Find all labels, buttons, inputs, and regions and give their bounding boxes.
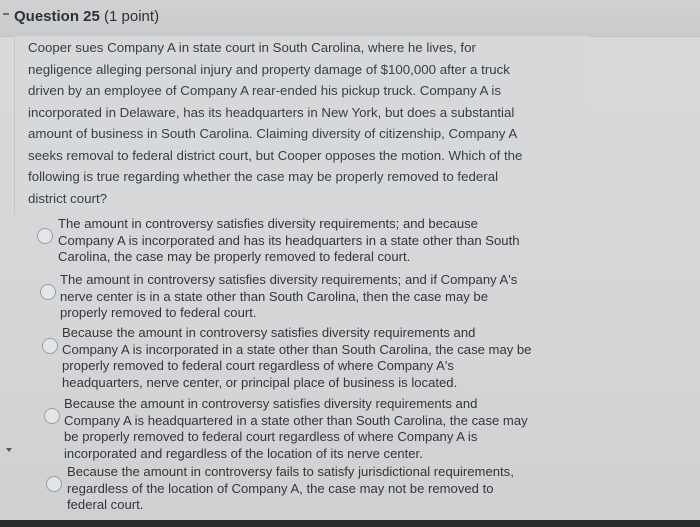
question-title bbox=[14, 8, 159, 25]
option-line: Company A is headquartered in a state other than South Carolina, the case may bbox=[64, 412, 528, 428]
radio-button-d[interactable] bbox=[44, 408, 60, 424]
radio-button-a[interactable] bbox=[37, 228, 53, 244]
stem-line: negligence alleging personal injury and property damage of $100,000 after a truck bbox=[28, 61, 510, 77]
radio-button-b[interactable] bbox=[40, 284, 56, 300]
option-line: Carolina, the case may be properly removed to federal court. bbox=[58, 249, 411, 265]
question-points: (1 point) bbox=[104, 8, 160, 25]
stem-line: driven by an employee of Company A rear-ended his pickup truck. Company A is bbox=[28, 83, 502, 98]
screen-bottom-edge bbox=[0, 520, 700, 527]
option-line: The amount in controversy satisfies diversity requirements; and if Company A's bbox=[60, 272, 518, 287]
collapse-dash-icon[interactable] bbox=[3, 13, 9, 15]
option-line: Company A is incorporated in a state other than South Carolina, the case may be bbox=[62, 341, 532, 357]
option-line: properly removed to federal court. bbox=[60, 305, 257, 321]
stem-line: incorporated in Delaware, has its headquarters in New York, but does a substantial bbox=[28, 104, 515, 120]
option-b-text bbox=[60, 272, 517, 322]
option-c-text bbox=[62, 325, 531, 391]
option-line: incorporated and regardless of the location of its nerve center. bbox=[64, 445, 423, 461]
option-line: Because the amount in controversy satisfies diversity requirements and bbox=[62, 325, 476, 340]
option-line: properly removed to federal court regardless of where Company A's bbox=[62, 358, 454, 374]
question-stem-box bbox=[14, 36, 590, 214]
question-header bbox=[0, 0, 700, 37]
stem-line: seeks removal to federal district court, but Cooper opposes the motion. Which of the bbox=[28, 147, 523, 163]
option-line: The amount in controversy satisfies diversity requirements; and because bbox=[58, 216, 478, 231]
stem-line: following is true regarding whether the case may be properly removed to federal bbox=[28, 169, 499, 184]
radio-button-c[interactable] bbox=[42, 338, 58, 354]
option-line: Company A is incorporated and has its headquarters in a state other than South bbox=[58, 232, 520, 248]
option-line: federal court. bbox=[67, 497, 144, 513]
option-line: be properly removed to federal court regardless of where Company A is bbox=[64, 429, 478, 445]
stem-line: amount of business in South Carolina. Claiming diversity of citizenship, Company A bbox=[28, 126, 518, 141]
option-line: Because the amount in controversy fails to satisfy jurisdictional requirements, bbox=[67, 464, 514, 479]
question-stem bbox=[28, 37, 588, 209]
small-arrow-icon bbox=[6, 448, 12, 452]
option-line: nerve center is in a state other than South Carolina, then the case may be bbox=[60, 288, 488, 304]
option-a-text bbox=[58, 216, 519, 266]
option-line: headquarters, nerve center, or principal place of business is located. bbox=[62, 374, 458, 390]
option-e-text bbox=[67, 464, 514, 514]
radio-button-e[interactable] bbox=[46, 476, 62, 492]
option-line: regardless of the location of Company A, the case may not be removed to bbox=[67, 480, 494, 496]
stem-line: district court? bbox=[28, 190, 108, 206]
question-number: Question 25 bbox=[14, 8, 100, 25]
option-line: Because the amount in controversy satisfies diversity requirements and bbox=[64, 396, 478, 411]
option-d-text bbox=[64, 396, 528, 462]
stem-line: Cooper sues Company A in state court in South Carolina, where he lives, for bbox=[28, 40, 476, 55]
